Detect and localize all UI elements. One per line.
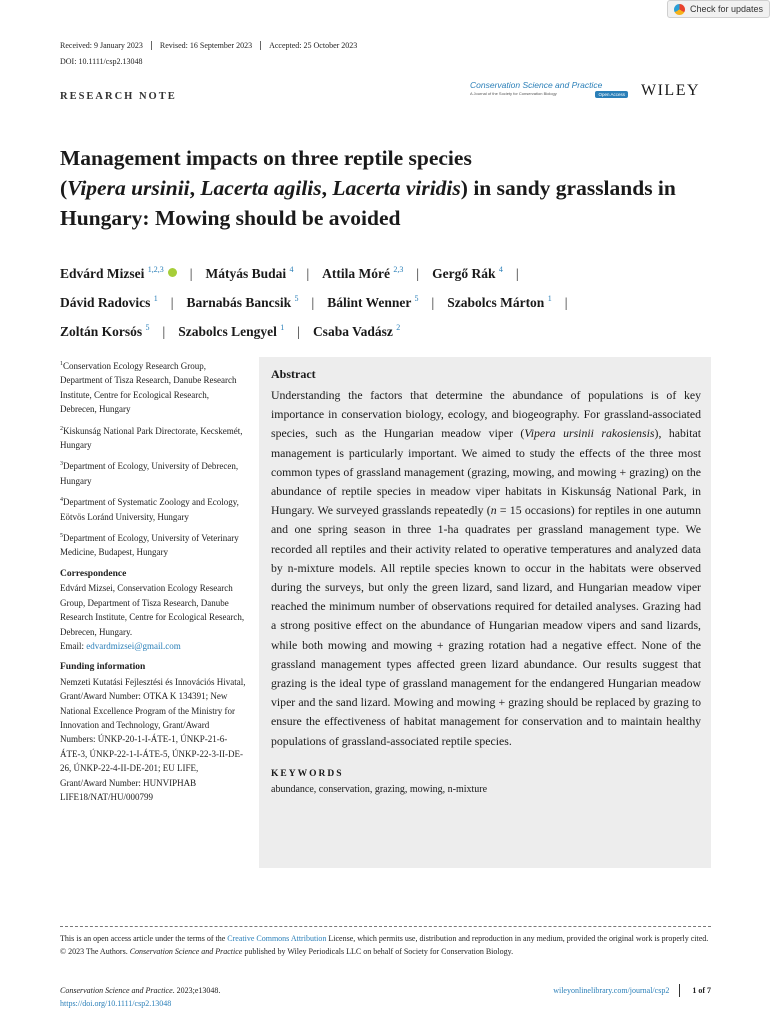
journal-logo[interactable] bbox=[470, 80, 628, 98]
journal-site-link[interactable]: wileyonlinelibrary.com/journal/csp2 bbox=[553, 986, 670, 995]
doi-link[interactable]: https://doi.org/10.1111/csp2.13048 bbox=[60, 999, 172, 1008]
check-for-updates-label: Check for updates bbox=[690, 4, 764, 14]
author-separator: | bbox=[564, 295, 568, 310]
copyright-line: © 2023 The Authors. Conservation Science and Practice published by Wiley Periodicals LLC on behalf of Society for Conservation Biology. bbox=[60, 947, 514, 956]
article-doi: DOI: 10.1111/csp2.13048 bbox=[60, 57, 143, 66]
funding-heading: Funding information bbox=[60, 662, 146, 673]
email-label: Email: bbox=[60, 640, 87, 651]
correspondence-text: Edvárd Mizsei, Conservation Ecology Research Group, Department of Tisza Research, Danube Research Institute, Centre for Ecological Research, Debrecen, Hungary. bbox=[60, 583, 245, 637]
title-species-1: Vipera ursinii bbox=[67, 176, 190, 200]
article-type-label: RESEARCH NOTE bbox=[60, 91, 177, 102]
license-notice: This is an open access article under the terms of the Creative Commons Attribution License, which permits use, distribution and reproduction in any medium, provided the original work is properly cited. © 2023 The Authors. Conservation Science and Practice published by Wiley Periodicals LLC on behalf of Society for Conservation Biology. bbox=[60, 932, 711, 958]
article-title bbox=[60, 143, 700, 233]
author[interactable]: Csaba Vadász $^2$ bbox=[312, 323, 401, 339]
title-comma-2: , bbox=[321, 176, 333, 200]
author[interactable]: Szabolcs Lengyel $^1$ bbox=[178, 323, 285, 339]
title-rest: ) in sandy grasslands in Hungary: Mowing should be avoided bbox=[60, 176, 676, 230]
author[interactable]: Barnabás Bancsik $^5$ bbox=[186, 294, 299, 310]
correspondence-section bbox=[60, 567, 246, 653]
footer-divider bbox=[60, 926, 711, 927]
funding-text: Nemzeti Kutatási Fejlesztési és Innovációs Hivatal, Grant/Award Number: OTKA K 134391; New National Excellence Program of the Ministry for Innovation and Technology, Grant/Award Numbers: ÚNKP-20-1-I-ÁTE-1, ÚNKP-21-6-ÁTE-3, ÚNKP-22-1-I-ÁTE-5, ÚNKP-22-3-II-DE-26, ÚNKP-22-4-II-DE-201; EU LIFE, Grant/Award Number: HUNVIPHAB LIFE18/NAT/HU/000799 bbox=[60, 676, 246, 802]
affiliation: $^4$Department of Systematic Zoology and Ecology, Eötvös Loránd University, Hungary bbox=[60, 497, 239, 522]
author-separator: | bbox=[311, 295, 315, 310]
orcid-icon[interactable] bbox=[168, 268, 177, 277]
publisher-logo[interactable]: WILEY bbox=[641, 82, 701, 99]
accepted-date: Accepted: 25 October 2023 bbox=[260, 41, 365, 50]
email-link[interactable]: edvardmizsei@gmail.com bbox=[86, 640, 181, 651]
funding-section bbox=[60, 660, 246, 804]
check-for-updates-button[interactable] bbox=[667, 0, 770, 18]
author-separator: | bbox=[162, 324, 166, 339]
author[interactable]: Bálint Wenner $^5$ bbox=[327, 294, 419, 310]
open-access-badge: Open Access bbox=[595, 91, 628, 98]
author-separator: | bbox=[515, 266, 519, 281]
author[interactable]: Attila Móré $^{2,3}$ bbox=[322, 265, 404, 281]
creative-commons-link[interactable]: Creative Commons Attribution bbox=[227, 934, 327, 943]
author-separator: | bbox=[189, 266, 193, 281]
keywords-text: abundance, conservation, grazing, mowing, n-mixture bbox=[271, 783, 488, 795]
title-comma-1: , bbox=[189, 176, 201, 200]
affiliation: $^2$Kiskunság National Park Directorate, Kecskemét, Hungary bbox=[60, 425, 243, 451]
article-sidebar bbox=[60, 357, 246, 810]
author[interactable]: Dávid Radovics $^1$ bbox=[60, 294, 158, 310]
author-separator: | bbox=[170, 295, 174, 310]
author[interactable]: Edvárd Mizsei $^{1,2,3}$ bbox=[60, 266, 177, 281]
author[interactable]: Mátyás Budai $^4$ bbox=[205, 265, 294, 281]
title-species-3: Lacerta viridis bbox=[332, 176, 461, 200]
journal-logo-subtitle: A Journal of the Society for Conservation Biology bbox=[470, 91, 557, 96]
received-date: Received: 9 January 2023 bbox=[60, 41, 143, 50]
abstract-heading: Abstract bbox=[271, 367, 316, 381]
revised-date: Revised: 16 September 2023 bbox=[151, 41, 260, 50]
author[interactable]: Szabolcs Márton $^1$ bbox=[447, 294, 552, 310]
crossmark-icon bbox=[674, 4, 685, 15]
author-separator: | bbox=[416, 266, 420, 281]
title-species-2: Lacerta agilis bbox=[200, 176, 322, 200]
author-separator: | bbox=[306, 266, 310, 281]
citation: Conservation Science and Practice. 2023;e13048. bbox=[60, 986, 221, 995]
abstract-text: Understanding the factors that determine the abundance of populations is of key importance in conservation biology, ecology, and biogeography. For grassland-associated species, such as the Hungarian meadow viper (Vipera ursinii rakosiensis), habitat management is particularly important. We aimed to study the effects of the three most common types of grassland management (grazing, mowing, and mowing + grazing) on the abundance of reptile species in meadow viper habitats in Kiskunság National Park, in Hungary. We surveyed grasslands repeatedly (n = 15 occasions) for reptiles in one autumn and one spring season in three 1-ha quadrates per grassland management type. We recorded all reptiles and their activity related to operative temperatures and analyzed data by n-mixture models. All reptile species known to occur in the habitats were observed during the surveys, but only the green lizard, sand lizard, and Hungarian meadow viper reached the minimum number of observations required for detailed analyses. Grazing had a strong positive effect on the abundance of Hungarian meadow vipers and sand lizards, while both mowing and mowing + grazing rotation had a negative effect. None of the grassland management types affected green lizard abundance. Our results suggest that grazing is the ideal type of grassland management for the endangered Hungarian meadow viper and the sand lizard. Mowing and mowing + grazing should be replaced by grazing to ensure the effectiveness of habitat management for conservation and to maintain healthy populations of grassland-associated reptile species. bbox=[271, 388, 702, 748]
keywords-heading: KEYWORDS bbox=[271, 768, 344, 779]
title-line1: Management impacts on three reptile species bbox=[60, 146, 472, 170]
author[interactable]: Gergő Rák $^4$ bbox=[432, 265, 503, 281]
article-dates bbox=[60, 41, 365, 50]
author-separator: | bbox=[297, 324, 300, 339]
author[interactable]: Zoltán Korsós $^5$ bbox=[60, 323, 150, 339]
affiliation: $^1$Conservation Ecology Research Group, Department of Tisza Research, Danube Research Institute, Centre for Ecological Research, Debrecen, Hungary bbox=[60, 361, 237, 415]
title-paren-open: ( bbox=[60, 176, 68, 200]
correspondence-heading: Correspondence bbox=[60, 568, 127, 579]
journal-logo-name: Conservation Science and Practice bbox=[470, 80, 603, 90]
affiliation: $^5$Department of Ecology, University of Veterinary Medicine, Budapest, Hungary bbox=[60, 533, 239, 558]
affiliation: $^3$Department of Ecology, University of Debrecen, Hungary bbox=[60, 461, 239, 486]
abstract-box bbox=[259, 357, 711, 868]
page-number: 1 of 7 bbox=[679, 984, 711, 997]
author-list bbox=[60, 257, 710, 344]
author-separator: | bbox=[431, 295, 435, 310]
